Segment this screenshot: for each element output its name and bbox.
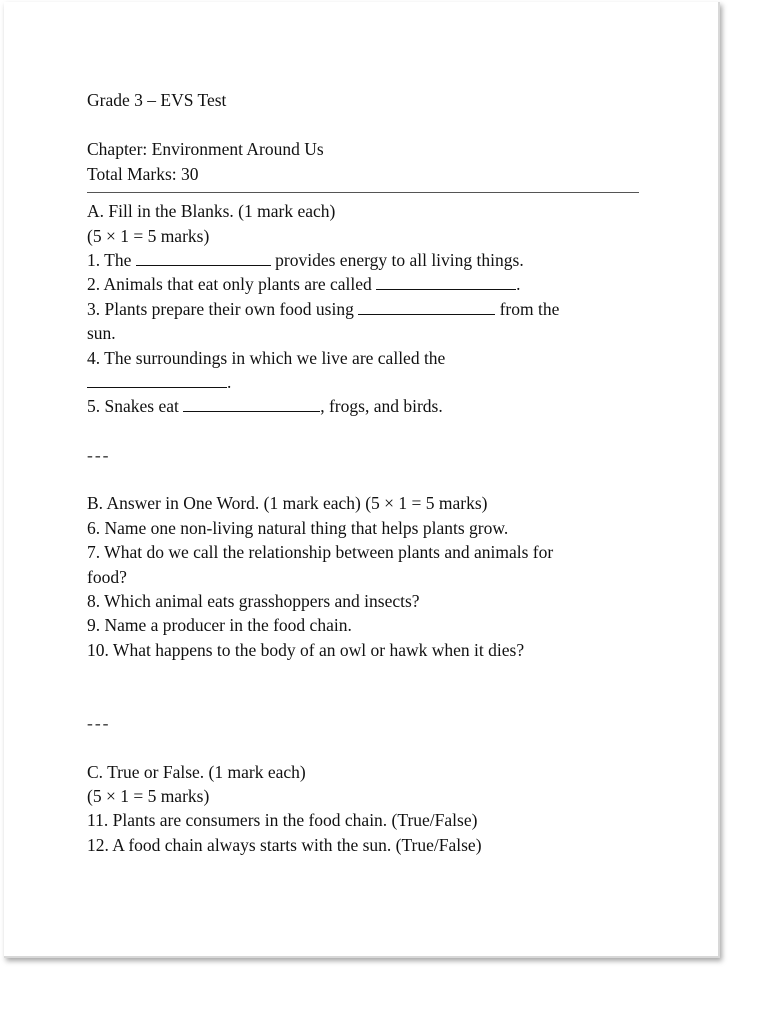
- section-b-heading: B. Answer in One Word. (1 mark each) (5 × 1 = 5 marks): [87, 493, 488, 514]
- question-12: 12. A food chain always starts with the sun. (True/False): [87, 834, 482, 855]
- document-content: [87, 88, 647, 857]
- answer-blank: [87, 373, 227, 388]
- separator-dashes: ---: [87, 713, 111, 734]
- section-b: [87, 491, 647, 662]
- section-c-heading: C. True or False. (1 mark each): [87, 761, 306, 782]
- question-4-blank: .: [87, 370, 647, 394]
- question-9: 9. Name a producer in the food chain.: [87, 615, 352, 636]
- question-2: 2. Animals that eat only plants are called .: [87, 274, 521, 295]
- question-1: 1. The provides energy to all living things.: [87, 250, 524, 271]
- section-c: [87, 760, 647, 858]
- question-3-continued: sun.: [87, 323, 116, 344]
- question-4: 4. The surroundings in which we live are called the: [87, 347, 446, 368]
- question-11: 11. Plants are consumers in the food chain. (True/False): [87, 810, 478, 831]
- question-7: 7. What do we call the relationship between plants and animals for: [87, 542, 554, 563]
- test-title: Grade 3 – EVS Test: [87, 90, 227, 110]
- section-a: [87, 199, 647, 419]
- answer-blank: [376, 275, 516, 290]
- horizontal-rule: [87, 192, 639, 193]
- question-5: 5. Snakes eat , frogs, and birds.: [87, 396, 443, 417]
- document-page: [4, 2, 720, 958]
- section-c-marks: (5 × 1 = 5 marks): [87, 785, 210, 806]
- question-6: 6. Name one non-living natural thing that helps plants grow.: [87, 517, 509, 538]
- chapter-line: Chapter: Environment Around Us: [87, 139, 324, 160]
- separator-dashes: ---: [87, 444, 111, 465]
- question-7-continued: food?: [87, 566, 127, 587]
- question-3: 3. Plants prepare their own food using from the: [87, 298, 560, 319]
- total-marks-line: Total Marks: 30: [87, 163, 199, 184]
- section-a-marks: (5 × 1 = 5 marks): [87, 225, 210, 246]
- answer-blank: [183, 397, 320, 412]
- question-10: 10. What happens to the body of an owl or hawk when it dies?: [87, 639, 525, 660]
- question-8: 8. Which animal eats grasshoppers and insects?: [87, 590, 420, 611]
- section-a-heading: A. Fill in the Blanks. (1 mark each): [87, 201, 336, 222]
- answer-blank: [136, 251, 271, 266]
- answer-blank: [358, 300, 495, 315]
